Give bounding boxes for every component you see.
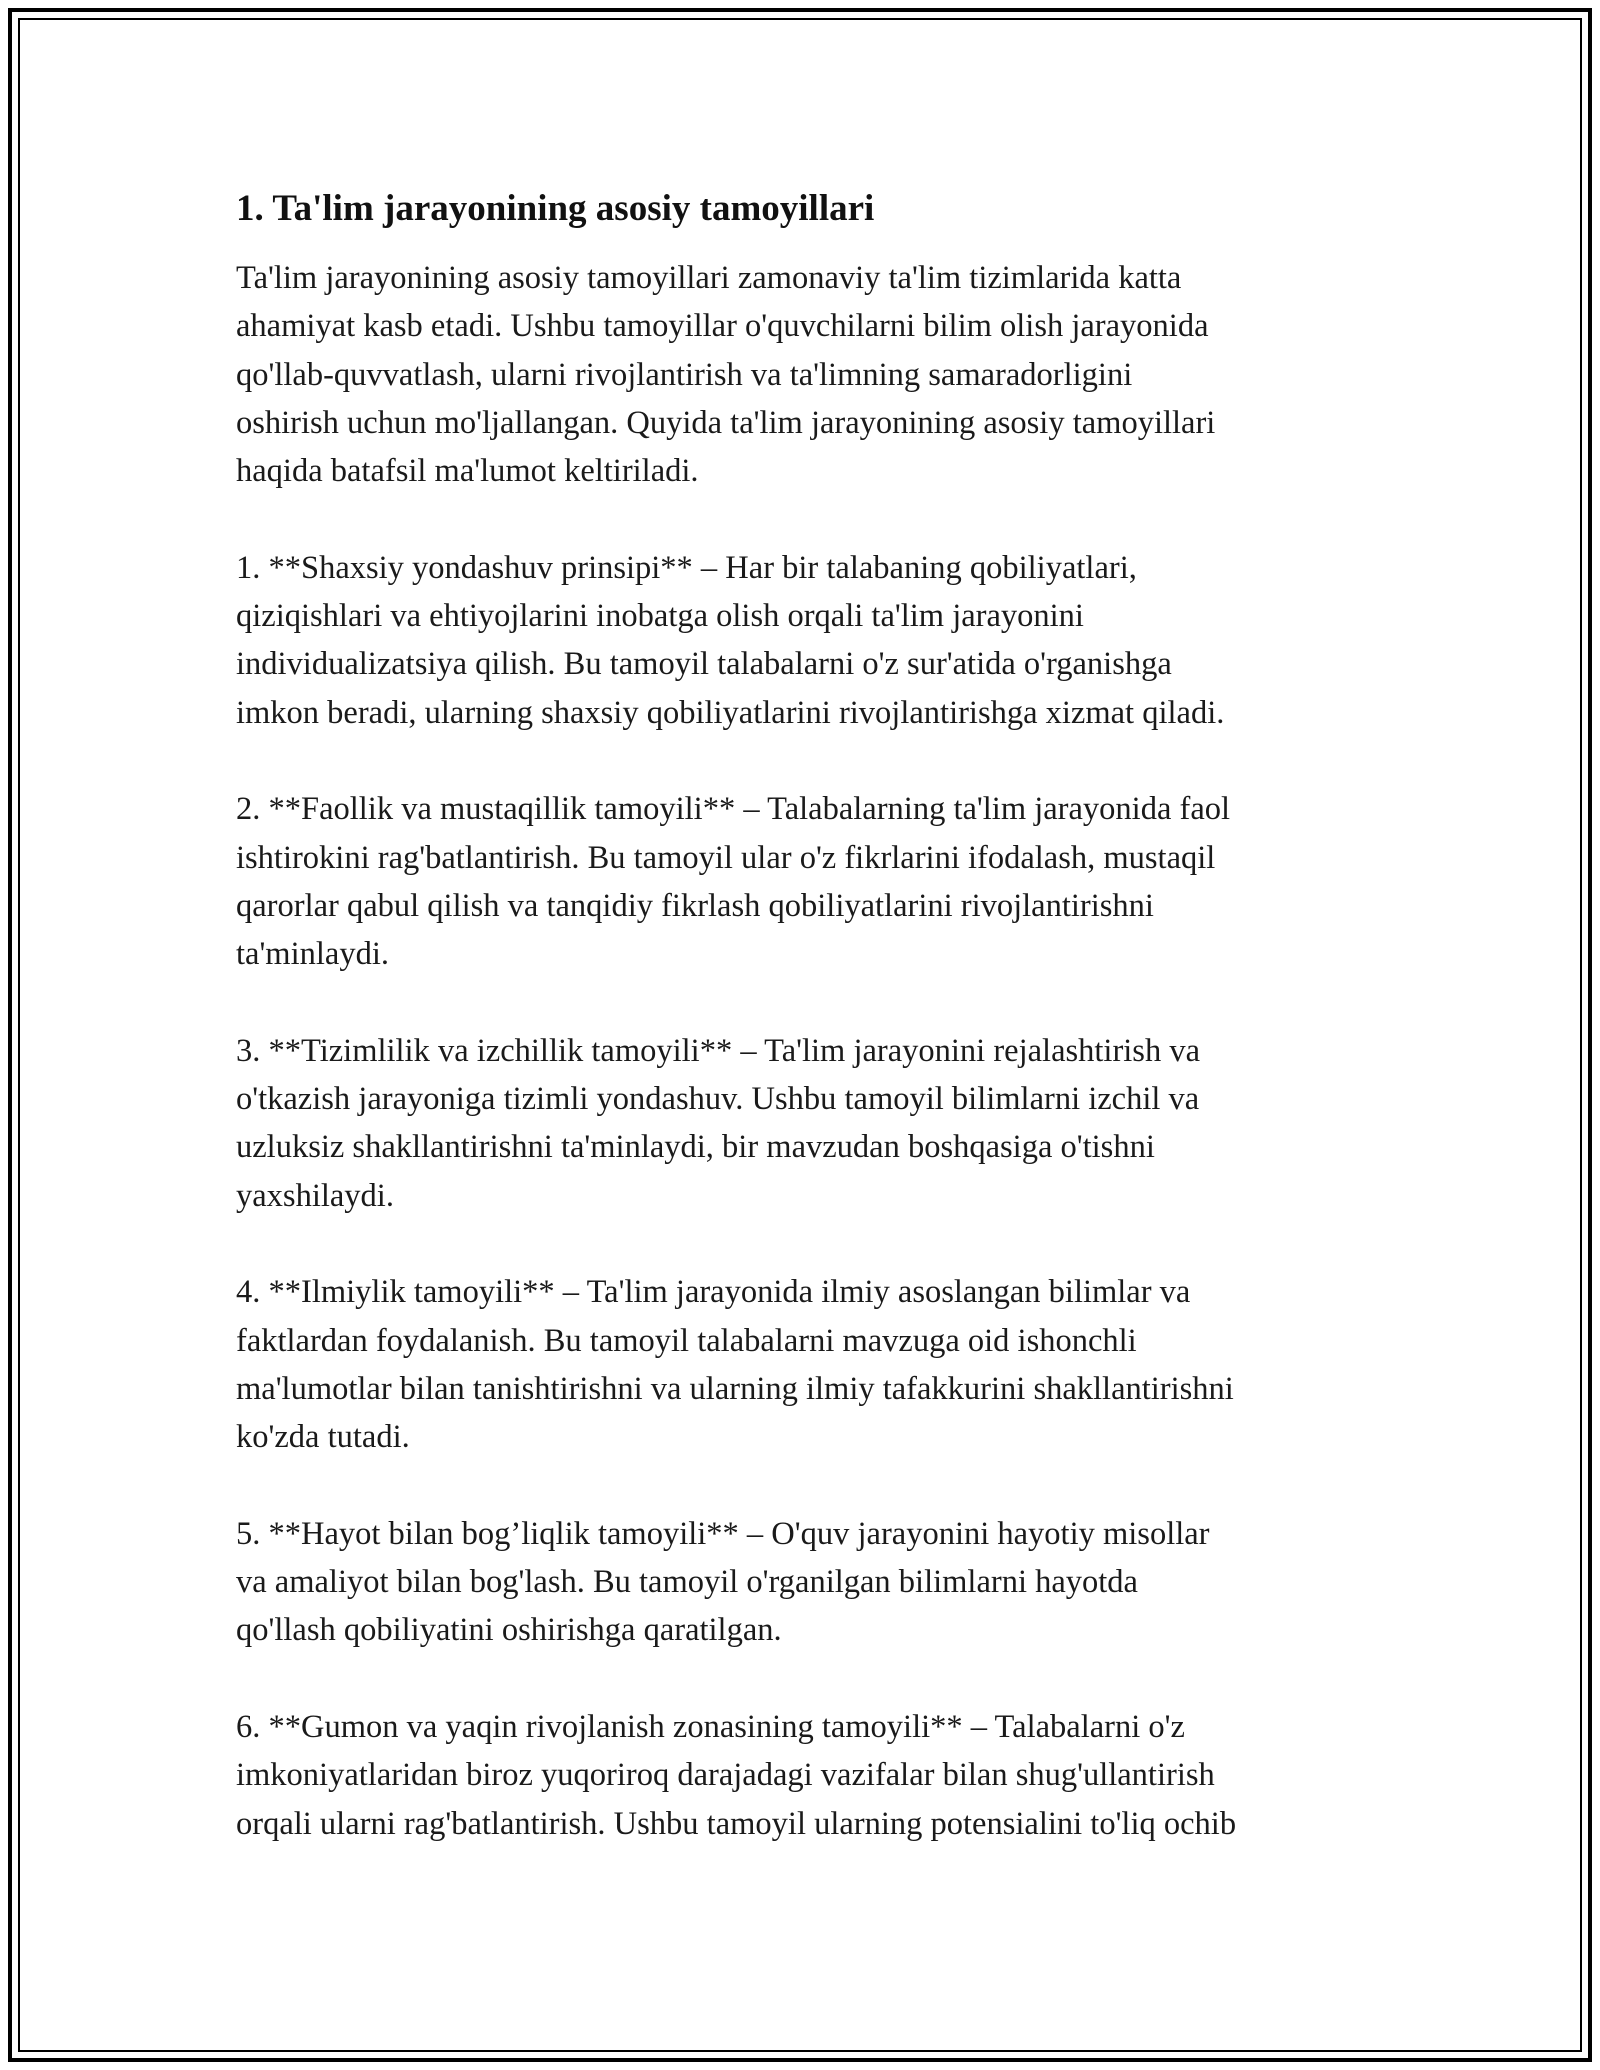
paragraph-line: 1. **Shaxsiy yondashuv prinsipi** – Har bir talabaning qobiliyatlari, (236, 549, 1137, 586)
intro-paragraph (236, 254, 1366, 495)
paragraph-line: imkoniyatlaridan biroz yuqoriroq darajadagi vazifalar bilan shug'ullantirish (236, 1757, 1215, 1794)
principle-3-paragraph (236, 1027, 1366, 1220)
paragraph-line: ahamiyat kasb etadi. Ushbu tamoyillar o'quvchilarni bilim olish jarayonida (236, 308, 1209, 345)
paragraph-line: orqali ularni rag'batlantirish. Ushbu tamoyil ularning potensialini to'liq ochib (236, 1805, 1237, 1842)
paragraph-line: 4. **Ilmiylik tamoyili** – Ta'lim jarayonida ilmiy asoslangan bilimlar va (236, 1274, 1191, 1311)
paragraph-line: o'tkazish jarayoniga tizimli yondashuv. Ushbu tamoyil bilimlarni izchil va (236, 1081, 1200, 1118)
paragraph-line: 2. **Faollik va mustaqillik tamoyili** – Talabalarning ta'lim jarayonida faol (236, 791, 1231, 828)
paragraph-line: imkon beradi, ularning shaxsiy qobiliyatlarini rivojlantirishga xizmat qiladi. (236, 694, 1225, 731)
paragraph-line: yaxshilaydi. (236, 1177, 394, 1214)
paragraph-line: ma'lumotlar bilan tanishtirishni va ularning ilmiy tafakkurini shakllantirishni (236, 1370, 1234, 1407)
principle-2-paragraph (236, 785, 1366, 978)
paragraph-line: qiziqishlari va ehtiyojlarini inobatga olish orqali ta'lim jarayonini (236, 598, 1084, 635)
document-body (236, 186, 1366, 1896)
paragraph-line: 5. **Hayot bilan bog’liqlik tamoyili** – O'quv jarayonini hayotiy misollar (236, 1515, 1210, 1552)
paragraph-line: qarorlar qabul qilish va tanqidiy fikrlash qobiliyatlarini rivojlantirishni (236, 887, 1154, 924)
paragraph-line: oshirish uchun mo'ljallangan. Quyida ta'lim jarayonining asosiy tamoyillari (236, 404, 1216, 441)
paragraph-line: uzluksiz shakllantirishni ta'minlaydi, bir mavzudan boshqasiga o'tishni (236, 1129, 1155, 1166)
paragraph-line: ko'zda tutadi. (236, 1419, 410, 1456)
paragraph-line: qo'llab-quvvatlash, ularni rivojlantirish va ta'limning samaradorligini (236, 356, 1133, 393)
paragraph-line: Ta'lim jarayonining asosiy tamoyillari zamonaviy ta'lim tizimlarida katta (236, 260, 1182, 296)
paragraph-line: ishtirokini rag'batlantirish. Bu tamoyil ular o'z fikrlarini ifodalash, mustaqil (236, 839, 1216, 876)
paragraph-line: qo'llash qobiliyatini oshirishga qaratilgan. (236, 1612, 782, 1649)
paragraph-line: individualizatsiya qilish. Bu tamoyil talabalarni o'z sur'atida o'rganishga (236, 646, 1172, 683)
section-heading: 1. Ta'lim jarayonining asosiy tamoyillari (236, 188, 875, 229)
principle-1-paragraph (236, 544, 1366, 737)
paragraph-line: ta'minlaydi. (236, 936, 389, 973)
paragraph-line: faktlardan foydalanish. Bu tamoyil talabalarni mavzuga oid ishonchli (236, 1322, 1137, 1359)
principle-5-paragraph (236, 1510, 1366, 1655)
paragraph-line: va amaliyot bilan bog'lash. Bu tamoyil o'rganilgan bilimlarni hayotda (236, 1564, 1138, 1601)
paragraph-line: 3. **Tizimlilik va izchillik tamoyili** – Ta'lim jarayonini rejalashtirish va (236, 1032, 1201, 1069)
paragraph-line: 6. **Gumon va yaqin rivojlanish zonasining tamoyili** – Talabalarni o'z (236, 1708, 1185, 1745)
principle-4-paragraph (236, 1268, 1366, 1461)
principle-6-paragraph (236, 1703, 1366, 1848)
paragraph-line: haqida batafsil ma'lumot keltiriladi. (236, 453, 699, 490)
